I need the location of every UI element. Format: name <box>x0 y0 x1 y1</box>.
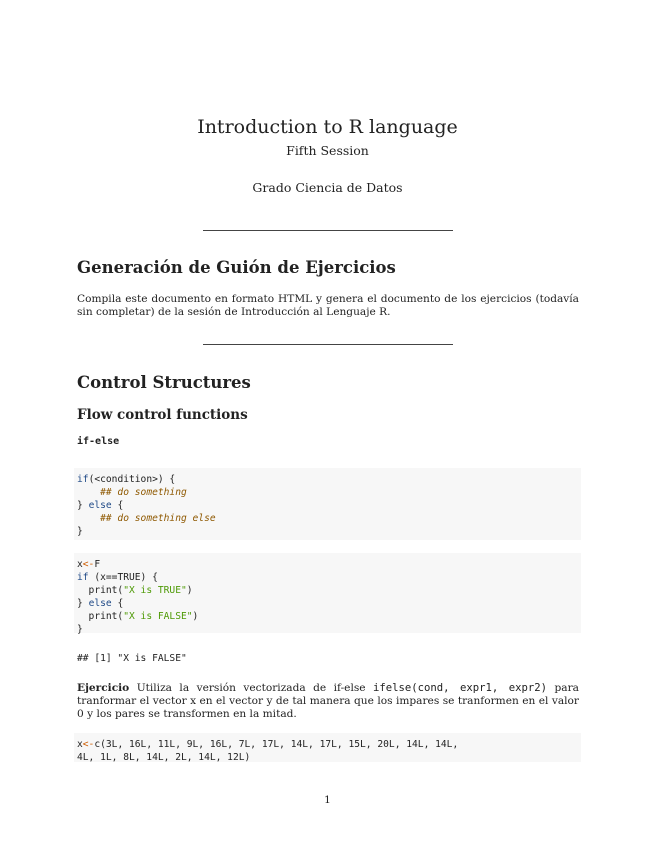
code-comment: ## do something <box>100 487 187 498</box>
code-text: x <box>77 559 83 570</box>
code-line <box>77 623 581 636</box>
code-keyword: if <box>77 572 89 583</box>
code-string: "X is FALSE" <box>123 611 193 622</box>
code-block-ifelse-template <box>74 468 581 540</box>
code-line <box>77 584 581 597</box>
horizontal-rule <box>203 344 453 345</box>
code-text: } <box>77 500 89 511</box>
document-subtitle: Fifth Session <box>286 143 369 158</box>
exercise-text: Utiliza la versión vectorizada de if-else <box>129 682 374 694</box>
code-text: 4L, 1L, 8L, 14L, 2L, 14L, 12L) <box>77 752 251 763</box>
code-text: } <box>77 526 83 537</box>
exercise-text: para tranformar el vector x en el vector y de tal manera que los impares se tranformen en el valor 0 y los pares se transformen en la mitad. <box>77 682 579 720</box>
code-line <box>77 738 581 751</box>
code-line <box>77 525 581 538</box>
code-text: F <box>94 559 101 570</box>
code-comment: ## do something else <box>100 513 216 524</box>
document-author: Grado Ciencia de Datos <box>252 180 403 195</box>
section-heading-control-structures: Control Structures <box>77 373 251 392</box>
code-text: } <box>77 598 89 609</box>
code-text: { <box>111 598 124 609</box>
code-operator: <- <box>82 739 95 750</box>
code-line <box>77 486 581 499</box>
page-number: 1 <box>324 794 331 806</box>
code-text: { <box>111 500 124 511</box>
code-block-vector <box>74 733 581 762</box>
code-line <box>77 558 581 571</box>
code-text: ) <box>192 611 199 622</box>
code-string: "X is TRUE" <box>123 585 187 596</box>
intro-paragraph: Compila este documento en formato HTML y genera el documento de los ejercicios (todavía sin completar) de la sesión de Introducción al Lenguaje R. <box>77 293 579 318</box>
code-text: (<condition>) { <box>88 474 176 485</box>
code-text: ) <box>186 585 193 596</box>
code-keyword: else <box>88 500 112 511</box>
code-keyword: if <box>77 474 89 485</box>
code-text: print( <box>77 585 124 596</box>
code-text: x <box>77 739 83 750</box>
code-line <box>77 473 581 486</box>
code-line <box>77 610 581 623</box>
code-text: print( <box>77 611 124 622</box>
code-line <box>77 512 581 525</box>
code-line <box>77 597 581 610</box>
code-line <box>77 571 581 584</box>
code-line <box>77 751 581 764</box>
code-text: } <box>77 624 83 635</box>
code-line <box>77 499 581 512</box>
code-text: (x==TRUE) { <box>88 572 158 583</box>
code-block-ifelse-example <box>74 553 581 633</box>
exercise-label: Ejercicio <box>77 682 130 694</box>
exercise-paragraph <box>77 682 579 721</box>
code-keyword: else <box>88 598 112 609</box>
code-operator: <- <box>82 559 95 570</box>
code-text: c(3L, 16L, 11L, 9L, 16L, 7L, 17L, 14L, 17L, 15L, 20L, 14L, 14L, <box>94 739 459 750</box>
subsection-heading-flow-control: Flow control functions <box>77 407 248 423</box>
exercise-inline-code: ifelse(cond, expr1, expr2) <box>373 682 548 694</box>
horizontal-rule <box>203 230 453 231</box>
document-title: Introduction to R language <box>197 116 458 138</box>
section-heading-generacion: Generación de Guión de Ejercicios <box>77 258 396 277</box>
code-output: ## [1] "X is FALSE" <box>77 653 187 664</box>
ifelse-label: if-else <box>77 436 120 447</box>
